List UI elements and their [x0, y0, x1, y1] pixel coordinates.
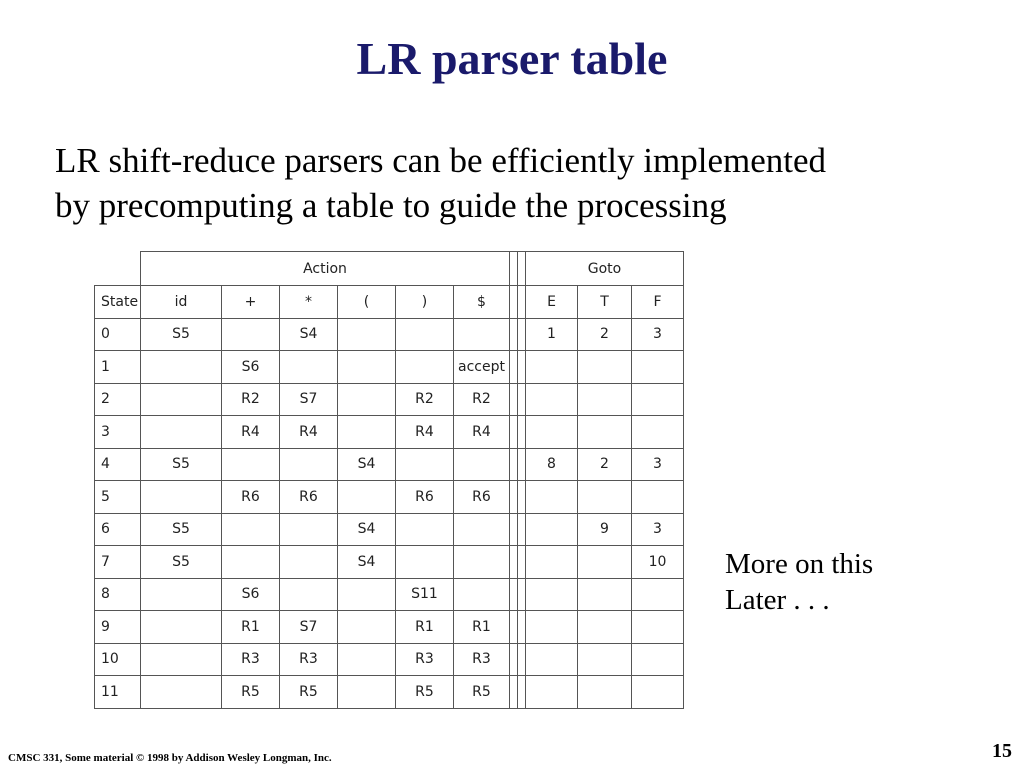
goto-cell: [526, 578, 578, 611]
state-cell: 1: [95, 351, 141, 384]
goto-cell: [526, 383, 578, 416]
goto-cell: [526, 643, 578, 676]
state-cell: 0: [95, 318, 141, 351]
slide-title: LR parser table: [356, 33, 668, 84]
column-separator: [510, 513, 518, 546]
goto-cell: [578, 611, 632, 644]
table-row: [95, 481, 684, 514]
column-header-row: [95, 286, 684, 319]
goto-cell: 1: [526, 318, 578, 351]
state-cell: 4: [95, 448, 141, 481]
action-cell: R5: [222, 676, 280, 709]
action-cell: R3: [396, 643, 454, 676]
goto-cell: 10: [632, 546, 684, 579]
table-row: [95, 611, 684, 644]
goto-cell: [632, 578, 684, 611]
action-cell: R6: [454, 481, 510, 514]
action-cell: [454, 448, 510, 481]
action-cell: R2: [222, 383, 280, 416]
goto-cell: [526, 611, 578, 644]
note-line: More on this: [725, 548, 874, 580]
action-cell: R4: [454, 416, 510, 449]
column-header: +: [222, 286, 280, 319]
action-cell: [396, 351, 454, 384]
footer-copyright: CMSC 331, Some material © 1998 by Addison Wesley Longman, Inc.: [8, 752, 332, 764]
action-cell: [141, 383, 222, 416]
action-cell: R3: [280, 643, 338, 676]
action-cell: S5: [141, 448, 222, 481]
action-cell: [222, 318, 280, 351]
column-separator: [510, 318, 518, 351]
table-row: [95, 416, 684, 449]
column-separator: [518, 676, 526, 709]
action-cell: [141, 578, 222, 611]
action-cell: [454, 318, 510, 351]
goto-cell: [526, 676, 578, 709]
action-cell: [280, 513, 338, 546]
action-cell: [454, 578, 510, 611]
action-cell: S6: [222, 578, 280, 611]
action-cell: R4: [222, 416, 280, 449]
goto-cell: 3: [632, 318, 684, 351]
state-cell: 5: [95, 481, 141, 514]
action-cell: S7: [280, 611, 338, 644]
goto-cell: [578, 416, 632, 449]
goto-cell: [578, 351, 632, 384]
action-cell: [141, 676, 222, 709]
column-separator: [518, 578, 526, 611]
action-cell: [338, 611, 396, 644]
action-cell: R3: [222, 643, 280, 676]
body-line: by precomputing a table to guide the processing: [55, 186, 727, 225]
table-row: [95, 351, 684, 384]
goto-cell: [632, 416, 684, 449]
table-row: [95, 383, 684, 416]
column-separator: [518, 481, 526, 514]
column-header: T: [578, 286, 632, 319]
action-cell: [280, 546, 338, 579]
goto-cell: [632, 383, 684, 416]
action-cell: R6: [222, 481, 280, 514]
action-cell: S11: [396, 578, 454, 611]
column-separator: [518, 351, 526, 384]
note-line: Later . . .: [725, 584, 830, 616]
column-separator: [510, 611, 518, 644]
column-separator: [510, 252, 518, 286]
column-separator: [510, 351, 518, 384]
action-cell: R1: [222, 611, 280, 644]
action-cell: R5: [396, 676, 454, 709]
action-cell: [141, 643, 222, 676]
lr-parser-table: [94, 251, 684, 709]
column-separator: [510, 286, 518, 319]
goto-cell: [578, 383, 632, 416]
goto-cell: [578, 643, 632, 676]
goto-cell: [526, 513, 578, 546]
action-cell: [396, 448, 454, 481]
goto-cell: 8: [526, 448, 578, 481]
goto-cell: [632, 481, 684, 514]
action-cell: S5: [141, 318, 222, 351]
column-separator: [518, 611, 526, 644]
action-cell: [280, 351, 338, 384]
action-cell: [454, 513, 510, 546]
goto-cell: [578, 481, 632, 514]
action-cell: accept: [454, 351, 510, 384]
column-separator: [510, 448, 518, 481]
action-cell: [280, 578, 338, 611]
goto-cell: 2: [578, 318, 632, 351]
column-separator: [510, 416, 518, 449]
action-cell: [396, 513, 454, 546]
table-row: [95, 676, 684, 709]
column-separator: [518, 318, 526, 351]
action-cell: S4: [338, 513, 396, 546]
goto-cell: [578, 676, 632, 709]
column-header: E: [526, 286, 578, 319]
action-cell: [141, 351, 222, 384]
action-cell: [141, 611, 222, 644]
action-cell: [338, 676, 396, 709]
goto-cell: [632, 611, 684, 644]
table-row: [95, 318, 684, 351]
action-cell: [396, 546, 454, 579]
body-line: LR shift-reduce parsers can be efficiently implemented: [55, 141, 826, 180]
action-header: Action: [141, 252, 510, 286]
action-cell: [338, 643, 396, 676]
action-cell: R4: [280, 416, 338, 449]
action-cell: [338, 383, 396, 416]
action-cell: R3: [454, 643, 510, 676]
action-cell: R6: [396, 481, 454, 514]
action-cell: R5: [454, 676, 510, 709]
action-cell: S4: [338, 546, 396, 579]
column-separator: [510, 578, 518, 611]
table-row: [95, 513, 684, 546]
action-cell: R1: [454, 611, 510, 644]
state-cell: 9: [95, 611, 141, 644]
goto-cell: [578, 578, 632, 611]
action-cell: [338, 416, 396, 449]
action-cell: [338, 351, 396, 384]
column-separator: [510, 546, 518, 579]
goto-cell: [632, 351, 684, 384]
action-cell: [222, 546, 280, 579]
column-separator: [518, 546, 526, 579]
goto-cell: [526, 416, 578, 449]
table-row: [95, 546, 684, 579]
column-separator: [518, 643, 526, 676]
column-header: *: [280, 286, 338, 319]
action-cell: [141, 481, 222, 514]
goto-cell: 9: [578, 513, 632, 546]
state-cell: 8: [95, 578, 141, 611]
goto-cell: 2: [578, 448, 632, 481]
action-cell: [454, 546, 510, 579]
goto-cell: 3: [632, 513, 684, 546]
action-cell: [141, 416, 222, 449]
action-cell: [338, 481, 396, 514]
goto-cell: [526, 546, 578, 579]
state-cell: 3: [95, 416, 141, 449]
state-cell: 2: [95, 383, 141, 416]
action-cell: R1: [396, 611, 454, 644]
column-header: F: [632, 286, 684, 319]
group-header-row: [95, 252, 684, 286]
action-cell: [396, 318, 454, 351]
goto-cell: [632, 676, 684, 709]
column-header: id: [141, 286, 222, 319]
column-header: $: [454, 286, 510, 319]
action-cell: S4: [338, 448, 396, 481]
action-cell: S7: [280, 383, 338, 416]
column-separator: [510, 481, 518, 514]
state-header: State: [95, 286, 141, 319]
action-cell: [338, 318, 396, 351]
state-cell: 11: [95, 676, 141, 709]
goto-cell: [632, 643, 684, 676]
action-cell: S4: [280, 318, 338, 351]
column-separator: [510, 383, 518, 416]
action-cell: R4: [396, 416, 454, 449]
state-cell: 7: [95, 546, 141, 579]
column-separator: [510, 676, 518, 709]
action-cell: R6: [280, 481, 338, 514]
column-separator: [510, 643, 518, 676]
action-cell: S5: [141, 546, 222, 579]
action-cell: R5: [280, 676, 338, 709]
action-cell: S6: [222, 351, 280, 384]
column-separator: [518, 416, 526, 449]
body-text: [55, 138, 995, 228]
goto-cell: [526, 481, 578, 514]
column-separator: [518, 286, 526, 319]
goto-cell: [526, 351, 578, 384]
action-cell: R2: [454, 383, 510, 416]
action-cell: [222, 513, 280, 546]
action-cell: R2: [396, 383, 454, 416]
goto-cell: 3: [632, 448, 684, 481]
column-separator: [518, 252, 526, 286]
table-row: [95, 643, 684, 676]
page-number: 15: [992, 740, 1012, 762]
column-separator: [518, 383, 526, 416]
table-row: [95, 578, 684, 611]
action-cell: [280, 448, 338, 481]
column-header: ): [396, 286, 454, 319]
side-note: [725, 546, 873, 618]
column-header: (: [338, 286, 396, 319]
goto-header: Goto: [526, 252, 684, 286]
table-row: [95, 448, 684, 481]
action-cell: [222, 448, 280, 481]
column-separator: [518, 448, 526, 481]
state-cell: 6: [95, 513, 141, 546]
action-cell: S5: [141, 513, 222, 546]
state-cell: 10: [95, 643, 141, 676]
goto-cell: [578, 546, 632, 579]
column-separator: [518, 513, 526, 546]
action-cell: [338, 578, 396, 611]
